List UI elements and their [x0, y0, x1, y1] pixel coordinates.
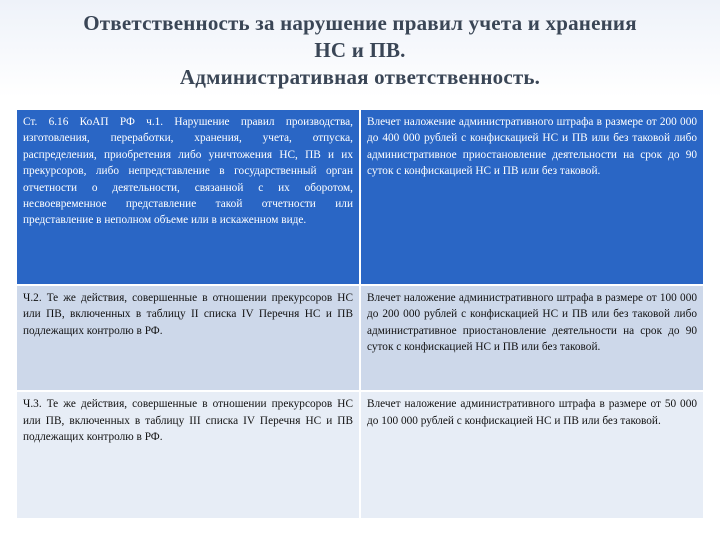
table-row	[17, 286, 703, 391]
penalty-cell: Влечет наложение административного штрафа в размере от 50 000 до 100 000 рублей с конфискацией НС и ПВ или без таковой.	[361, 392, 703, 518]
penalty-cell: Влечет наложение административного штрафа в размере от 200 000 до 400 000 рублей с конфискацией НС и ПВ или без таковой либо административное приостановление деятельности на срок до 90 суток с конфискацией НС и ПВ или без таковой.	[361, 110, 703, 284]
title-line-3: Административная ответственность.	[179, 65, 541, 89]
title-line-2: НС и ПВ.	[314, 38, 406, 62]
table-row	[17, 110, 703, 284]
slide-title	[0, 10, 720, 91]
table-row	[17, 392, 703, 518]
offense-cell: Ч.2. Те же действия, совершенные в отношении прекурсоров НС или ПВ, включенных в таблицу II списка IV Перечня НС и ПВ подлежащих контролю в РФ.	[17, 286, 359, 391]
liability-table	[15, 108, 705, 520]
offense-cell: Ч.3. Те же действия, совершенные в отношении прекурсоров НС или ПВ, включенных в таблицу III списка IV Перечня НС и ПВ подлежащих контролю в РФ.	[17, 392, 359, 518]
offense-cell: Ст. 6.16 КоАП РФ ч.1. Нарушение правил производства, изготовления, переработки, хранения, учета, отпуска, распределения, приобретения либо уничтожения НС, ПВ и их прекурсоров, либо непредставление в государственный орган отчетности о деятельности, связанной с их оборотом, несвоевременное представление такой отчетности или представление в неполном объеме или в искаженном виде.	[17, 110, 359, 284]
penalty-cell: Влечет наложение административного штрафа в размере от 100 000 до 200 000 рублей с конфискацией НС и ПВ или без таковой либо административное приостановление деятельности на срок до 90 суток с конфискацией НС и ПВ или без таковой.	[361, 286, 703, 391]
title-line-1: Ответственность за нарушение правил учета и хранения	[83, 11, 637, 35]
